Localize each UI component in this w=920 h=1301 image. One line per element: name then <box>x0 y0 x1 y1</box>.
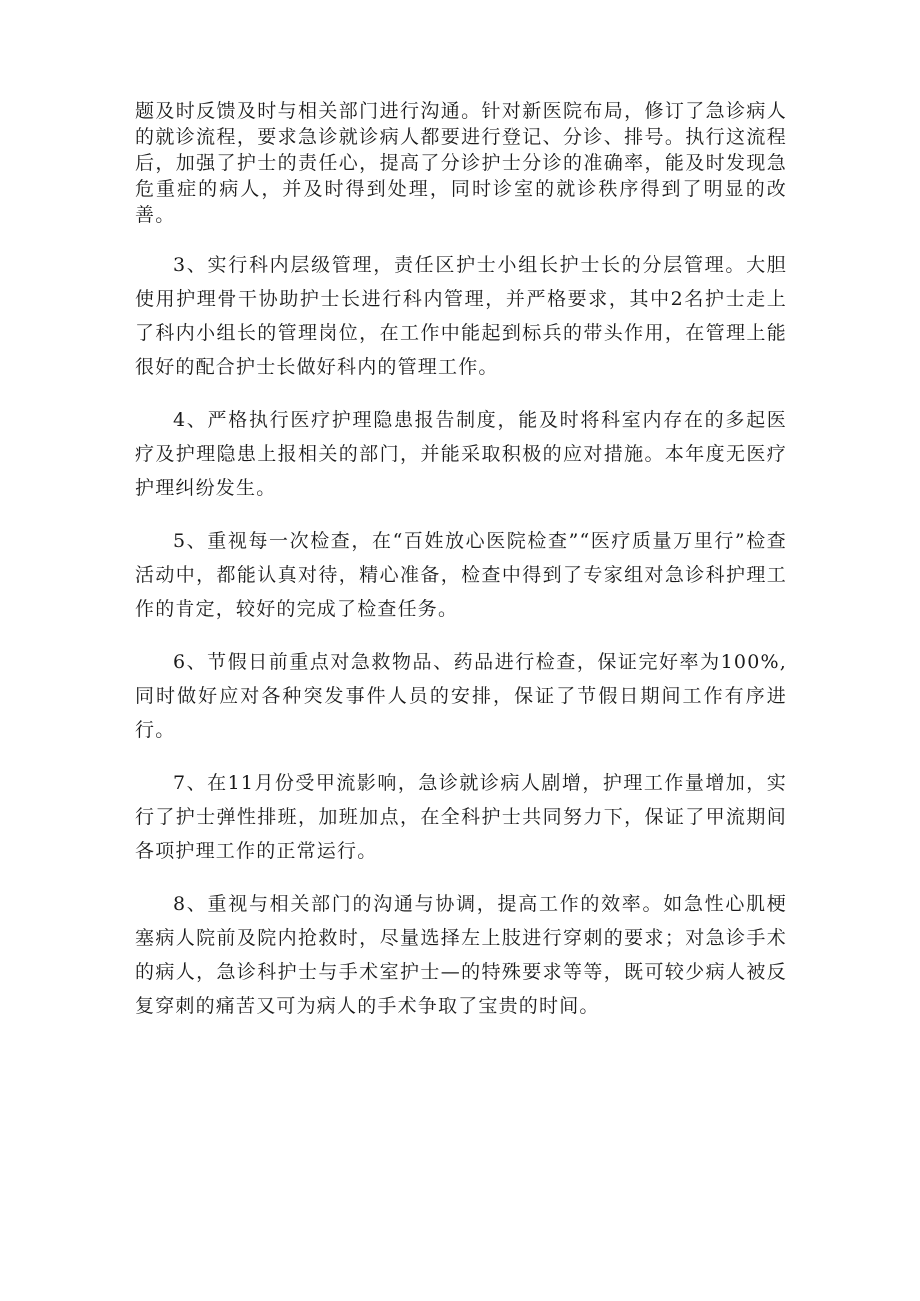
item-4-paragraph: 4、严格执行医疗护理隐患报告制度，能及时将科室内存在的多起医疗及护理隐患上报相关的部门，并能采取积极的应对措施。本年度无医疗护理纠纷发生。 <box>135 409 787 499</box>
item-6-paragraph: 6、节假日前重点对急救物品、药品进行检查，保证完好率为100%,同时做好应对各种突发事件人员的安排，保证了节假日期间工作有序进行。 <box>135 651 787 741</box>
item-8-paragraph: 8、重视与相关部门的沟通与协调，提高工作的效率。如急性心肌梗塞病人院前及院内抢救时，尽量选择左上肢进行穿刺的要求；对急诊手术的病人，急诊科护士与手术室护士—的特殊要求等等，既可较少病人被反复穿刺的痛苦又可为病人的手术争取了宝贵的时间。 <box>135 893 787 1017</box>
numbered-items <box>135 248 787 1042</box>
item-7-paragraph: 7、在11月份受甲流影响，急诊就诊病人剧增，护理工作量增加，实行了护士弹性排班，加班加点，在全科护士共同努力下，保证了甲流期间各项护理工作的正常运行。 <box>135 772 787 862</box>
item-3-paragraph: 3、实行科内层级管理，责任区护士小组长护士长的分层管理。大胆使用护理骨干协助护士长进行科内管理，并严格要求，其中2名护士走上了科内小组长的管理岗位，在工作中能起到标兵的带头作用，在管理上能很好的配合护士长做好科内的管理工作。 <box>135 254 787 378</box>
item-5-paragraph: 5、重视每一次检查，在“百姓放心医院检查”“医疗质量万里行”检查活动中，都能认真对待，精心准备，检查中得到了专家组对急诊科护理工作的肯定，较好的完成了检查任务。 <box>135 530 787 620</box>
intro-paragraph: 题及时反馈及时与相关部门进行沟通。针对新医院布局，修订了急诊病人的就诊流程，要求急诊就诊病人都要进行登记、分诊、排号。执行这流程后，加强了护士的责任心，提高了分诊护士分诊的准确率，能及时发现急危重症的病人，并及时得到处理，同时诊室的就诊秩序得到了明显的改善。 <box>135 100 787 226</box>
